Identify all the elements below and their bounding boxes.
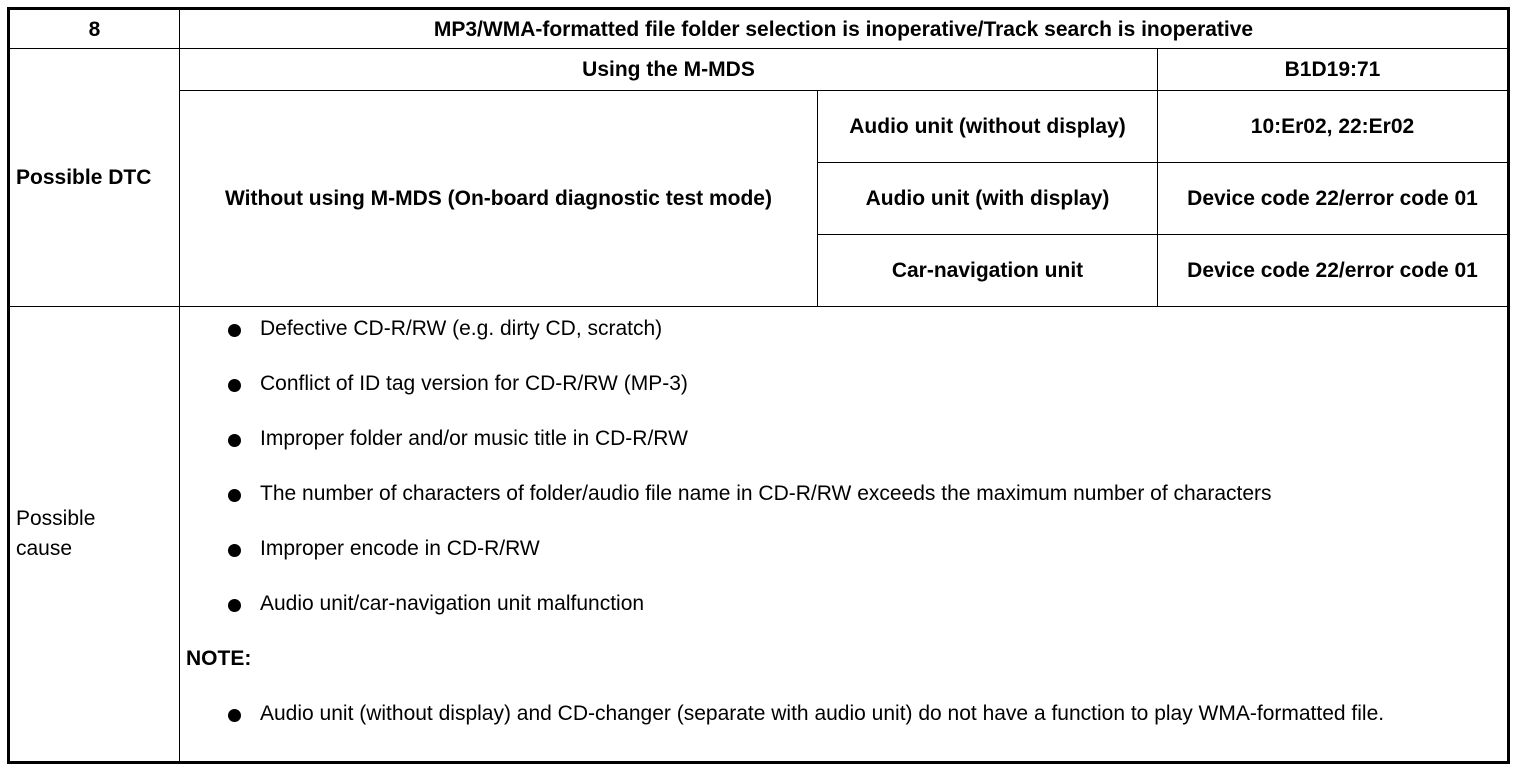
bullet-icon [228, 434, 241, 447]
symptom-number: 8 [9, 9, 180, 49]
cause-text: Defective CD-R/RW (e.g. dirty CD, scratch) [260, 317, 663, 340]
dtc-unit-row [9, 91, 1509, 163]
bullet-icon [228, 489, 241, 502]
list-item [180, 589, 1507, 619]
cause-text: Improper folder and/or music title in CD-R/RW [260, 427, 688, 450]
diagnostic-table [7, 7, 1510, 764]
cause-text: Improper encode in CD-R/RW [260, 537, 540, 560]
list-item [180, 314, 1507, 344]
possible-cause-label: Possible cause [9, 307, 180, 763]
cause-row [9, 307, 1509, 763]
using-mmds-code: B1D19:71 [1158, 49, 1509, 91]
dtc-unit-name: Car-navigation unit [818, 235, 1158, 307]
dtc-mmds-row [9, 49, 1509, 91]
cause-text: Audio unit/car-navigation unit malfunction [260, 592, 645, 615]
cause-text: The number of characters of folder/audio file name in CD-R/RW exceeds the maximum number of characters [260, 482, 1272, 505]
using-mmds-label: Using the M-MDS [180, 49, 1158, 91]
cause-text: Conflict of ID tag version for CD-R/RW (MP-3) [260, 372, 688, 395]
dtc-unit-code: Device code 22/error code 01 [1158, 163, 1509, 235]
dtc-unit-code: Device code 22/error code 01 [1158, 235, 1509, 307]
list-item [180, 534, 1507, 564]
list-item [180, 479, 1507, 509]
note-text: Audio unit (without display) and CD-changer (separate with audio unit) do not have a function to play WMA-formatted file. [260, 702, 1385, 725]
bullet-icon [228, 599, 241, 612]
note-list [180, 699, 1507, 729]
without-mmds-label: Without using M-MDS (On-board diagnostic test mode) [180, 91, 818, 307]
bullet-icon [228, 544, 241, 557]
bullet-icon [228, 324, 241, 337]
symptom-title: MP3/WMA-formatted file folder selection is inoperative/Track search is inoperative [180, 9, 1509, 49]
cause-content [180, 307, 1509, 763]
cause-list [180, 307, 1507, 619]
possible-dtc-label: Possible DTC [9, 49, 180, 307]
dtc-unit-name: Audio unit (without display) [818, 91, 1158, 163]
bullet-icon [228, 709, 241, 722]
list-item [180, 699, 1507, 729]
bullet-icon [228, 379, 241, 392]
dtc-unit-code: 10:Er02, 22:Er02 [1158, 91, 1509, 163]
dtc-unit-name: Audio unit (with display) [818, 163, 1158, 235]
list-item [180, 424, 1507, 454]
header-row [9, 9, 1509, 49]
list-item [180, 369, 1507, 399]
note-label: NOTE: [186, 647, 252, 670]
